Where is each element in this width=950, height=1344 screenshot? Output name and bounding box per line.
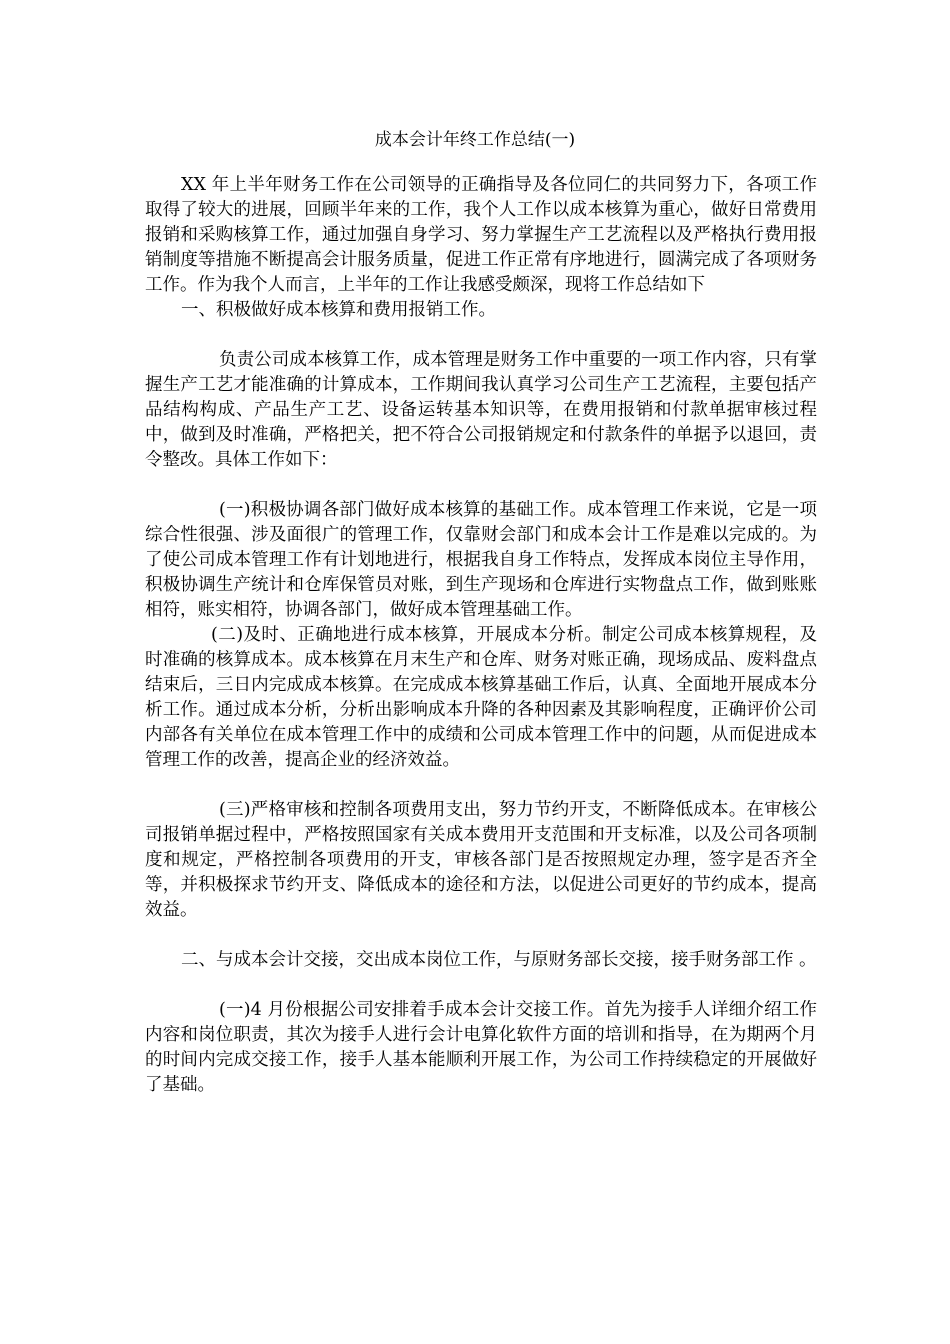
spacer <box>145 773 817 798</box>
document-body <box>145 173 817 1098</box>
spacer <box>145 973 817 998</box>
document-title: 成本会计年终工作总结(一) <box>374 130 576 150</box>
paragraph-intro: XX 年上半年财务工作在公司领导的正确指导及各位同仁的共同努力下，各项工作取得了较大的进展，回顾半年来的工作，我个人工作以成本核算为重心，做好日常费用报销和采购核算工作，通过加强自身学习、努力掌握生产工艺流程以及严格执行费用报销制度等措施不断提高会计服务质量，促进工作正常有序地进行，圆满完成了各项财务工作。作为我个人而言，上半年的工作让我感受颇深，现将工作总结如下 <box>145 175 817 295</box>
paragraph-item-1: (一)积极协调各部门做好成本核算的基础工作。成本管理工作来说，它是一项综合性很强、涉及面很广的管理工作，仅靠财会部门和成本会计工作是难以完成的。为了使公司成本管理工作有计划地进行，根据我自身工作特点，发挥成本岗位主导作用，积极协调生产统计和仓库保管员对账，到生产现场和仓库进行实物盘点工作，做到账账相符，账实相符，协调各部门，做好成本管理基础工作。 <box>145 500 817 620</box>
paragraph-cost-accounting: 负责公司成本核算工作，成本管理是财务工作中重要的一项工作内容，只有掌握生产工艺才能准确的计算成本，工作期间我认真学习公司生产工艺流程，主要包括产品结构构成、产品生产工艺、设备运转基本知识等，在费用报销和付款单据审核过程中，做到及时准确，严格把关，把不符合公司报销规定和付款条件的单据予以退回，责令整改。具体工作如下： <box>145 350 817 470</box>
paragraph-handover: (一)4 月份根据公司安排着手成本会计交接工作。首先为接手人详细介绍工作内容和岗位职责，其次为接手人进行会计电算化软件方面的培训和指导，在为期两个月的时间内完成交接工作，接手人基本能顺利开展工作，为公司工作持续稳定的开展做好了基础。 <box>145 1000 817 1095</box>
paragraph-item-2: (二)及时、正确地进行成本核算，开展成本分析。制定公司成本核算规程，及时准确的核算成本。成本核算在月末生产和仓库、财务对账正确，现场成品、废料盘点结束后，三日内完成成本核算。在完成成本核算基础工作后，认真、全面地开展成本分析工作。通过成本分析，分析出影响成本升降的各种因素及其影响程度，正确评价公司内部各有关单位在成本管理工作中的成绩和公司成本管理工作中的问题，从而促进成本管理工作的改善，提高企业的经济效益。 <box>145 625 817 770</box>
spacer <box>145 473 817 498</box>
spacer <box>145 923 817 948</box>
spacer <box>145 323 817 348</box>
section-heading-2: 二、与成本会计交接，交出成本岗位工作，与原财务部长交接，接手财务部工作 。 <box>181 950 817 970</box>
section-heading-1: 一、积极做好成本核算和费用报销工作。 <box>181 300 496 320</box>
paragraph-item-3: (三)严格审核和控制各项费用支出，努力节约开支，不断降低成本。在审核公司报销单据过程中，严格按照国家有关成本费用开支范围和开支标准，以及公司各项制度和规定，严格控制各项费用的开支，审核各部门是否按照规定办理，签字是否齐全等，并积极探求节约开支、降低成本的途径和方法，以促进公司更好的节约成本，提高效益。 <box>145 800 817 920</box>
